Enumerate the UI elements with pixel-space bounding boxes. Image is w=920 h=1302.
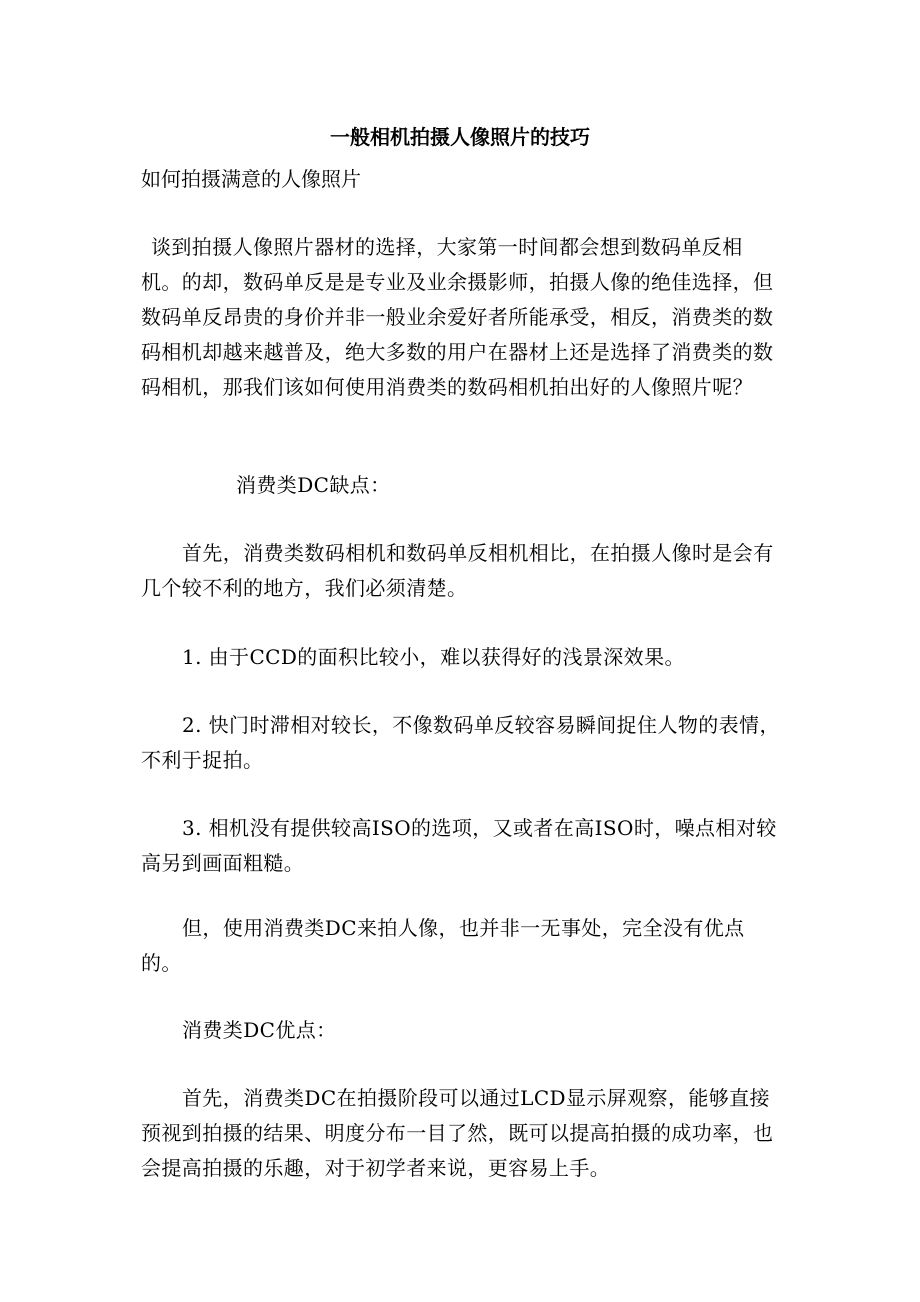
first-paragraph: 首先，消费类数码相机和数码单反相机相比，在拍摄人像时是会有几个较不利的地方，我们必须清楚。	[141, 541, 774, 600]
list-item-2: 2. 快门时滞相对较长，不像数码单反较容易瞬间捉住人物的表情，不利于捉拍。	[141, 713, 780, 772]
document-subtitle: 如何拍摄满意的人像照片	[141, 167, 361, 191]
dc-cons-heading: 消费类DC缺点：	[236, 473, 391, 497]
document-title: 一般相机拍摄人像照片的技巧	[330, 125, 590, 149]
pros-first-paragraph: 首先，消费类DC在拍摄阶段可以通过LCD显示屏观察，能够直接预视到拍摄的结果、明度分布一目了然，既可以提高拍摄的成功率，也会提高拍摄的乐趣，对于初学者来说，更容易上手。	[141, 1086, 774, 1180]
list-item-1: 1. 由于CCD的面积比较小，难以获得好的浅景深效果。	[182, 645, 685, 669]
but-paragraph: 但，使用消费类DC来拍人像，也并非一无事处，完全没有优点的。	[141, 916, 745, 975]
dc-pros-heading: 消费类DC优点：	[182, 1018, 337, 1042]
list-item-3: 3. 相机没有提供较高ISO的选项，又或者在高ISO时，噪点相对较高另到画面粗糙。	[141, 816, 777, 875]
intro-paragraph: 谈到拍摄人像照片器材的选择，大家第一时间都会想到数码单反相机。的却，数码单反是是专业及业余摄影师，拍摄人像的绝佳选择，但数码单反昂贵的身价并非一般业余爱好者所能承受，相反，消费类的数码相机却越来越普及，绝大多数的用户在器材上还是选择了消费类的数码相机，那我们该如何使用消费类的数码相机拍出好的人像照片呢？	[141, 235, 774, 399]
